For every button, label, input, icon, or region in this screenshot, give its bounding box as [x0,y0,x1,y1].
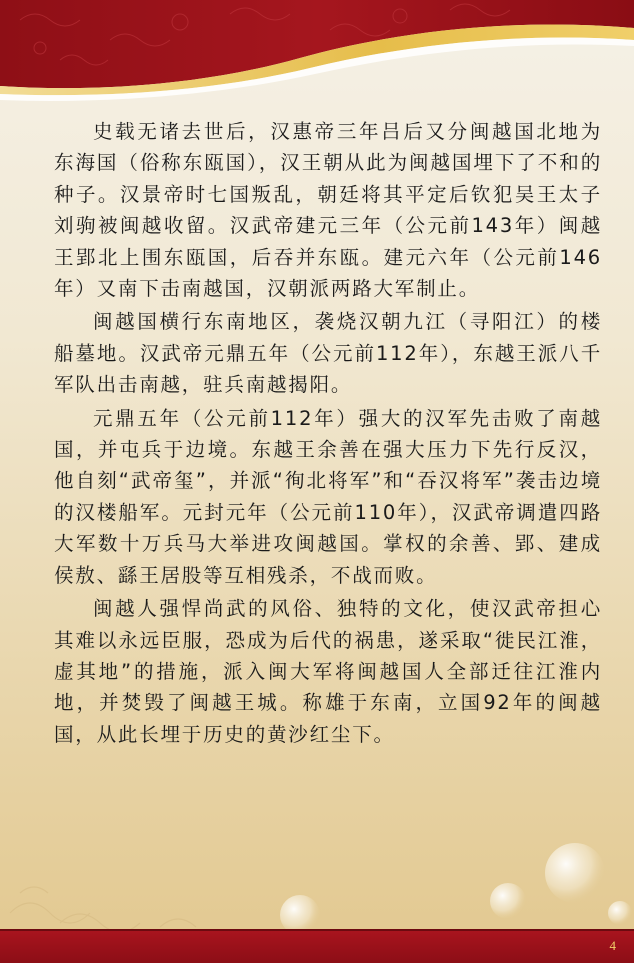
decorative-header-banner [0,0,634,120]
bubble-icon [280,895,320,933]
bubble-icon [490,883,526,919]
bubble-icon [608,901,632,925]
paragraph: 史载无诸去世后，汉惠帝三年吕后又分闽越国北地为东海国（俗称东瓯国），汉王朝从此为闽越国埋下了不和的种子。汉景帝时七国叛乱，朝廷将其平定后钦犯吴王太子刘驹被闽越收留。汉武帝建元三年（公元前143年）闽越王郢北上围东瓯国，后吞并东瓯。建元六年（公元前146年）又南下击南越国，汉朝派两路大军制止。 [54,120,602,301]
header-swoosh-graphic [0,0,634,120]
paragraph: 闽越人强悍尚武的风俗、独特的文化，使汉武帝担心其难以永远臣服，恐成为后代的祸患，遂采取“徙民江淮，虚其地”的措施，派入闽大军将闽越国人全部迁往江淮内地，并焚毁了闽越王城。称雄于东南，立国92年的闽越国，从此长埋于历史的黄沙红尘下。 [54,597,602,746]
article-body [54,116,602,752]
paragraph: 闽越国横行东南地区，袭烧汉朝九江（寻阳江）的楼船墓地。汉武帝元鼎五年（公元前112年），东越王派八千军队出击南越，驻兵南越揭阳。 [54,310,602,397]
footer-band [0,929,634,963]
page-number: 4 [609,938,616,953]
paragraph: 元鼎五年（公元前112年）强大的汉军先击败了南越国，并屯兵于边境。东越王余善在强大压力下先行反汉，他自刻“武帝玺”，并派“徇北将军”和“吞汉将军”袭击边境的汉楼船军。元封元年（公元前110年），汉武帝调遣四路大军数十万兵马大举进攻闽越国。掌权的余善、郢、建成侯敖、繇王居股等互相残杀，不战而败。 [54,406,602,587]
bubble-icon [545,843,605,903]
cloud-pattern-decoration [0,843,634,933]
